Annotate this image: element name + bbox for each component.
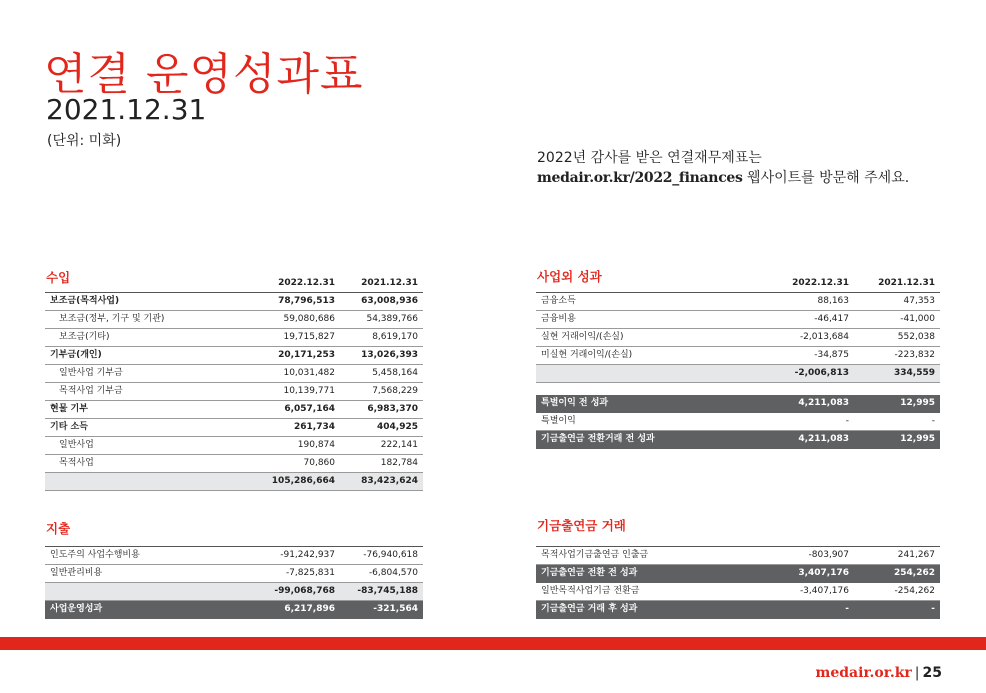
revenue-row: [45, 455, 423, 473]
value-2021: 13,026,393: [340, 347, 423, 365]
expenses-table: [45, 546, 423, 619]
row-label: 금융비용: [536, 311, 766, 329]
non-operating-header-row: [536, 275, 940, 293]
value-2021: 334,559: [854, 365, 940, 383]
value-2022: -2,013,684: [766, 329, 854, 347]
non-operating-summary-row: [536, 412, 940, 430]
row-label: 인도주의 사업수행비용: [45, 547, 255, 565]
value-2022: 105,286,664: [255, 473, 340, 491]
value-2021: 83,423,624: [340, 473, 423, 491]
row-label: 특별이익 전 성과: [536, 395, 766, 413]
revenue-table: [45, 275, 423, 491]
value-2022: 20,171,253: [255, 347, 340, 365]
row-label: 사업운영성과: [45, 601, 255, 619]
footer-site-link[interactable]: medair.or.kr: [815, 665, 912, 681]
non-operating-summary-row: [536, 395, 940, 413]
row-label: 일반목적사업기금 전환금: [536, 583, 766, 601]
row-label: 보조금(기타): [45, 329, 255, 347]
value-2022: 190,874: [255, 437, 340, 455]
fund-transfer-row: [536, 565, 940, 583]
row-label: 기금출연금 전환거래 전 성과: [536, 430, 766, 448]
operating-result-row: [45, 601, 423, 619]
value-2021: 241,267: [854, 547, 940, 565]
value-2022: 10,139,771: [255, 383, 340, 401]
row-label: 기금출연금 전환 전 성과: [536, 565, 766, 583]
row-label: 보조금(정부, 기구 및 기관): [45, 311, 255, 329]
value-2022: -2,006,813: [766, 365, 854, 383]
revenue-row: [45, 383, 423, 401]
expenses-total-row: [45, 583, 423, 601]
value-2021: 8,619,170: [340, 329, 423, 347]
value-2022: 4,211,083: [766, 430, 854, 448]
row-label: 기금출연금 거래 후 성과: [536, 601, 766, 619]
revenue-row: [45, 329, 423, 347]
row-label: [45, 473, 255, 491]
non-operating-row: [536, 347, 940, 365]
revenue-header-row: [45, 275, 423, 293]
value-2022: -34,875: [766, 347, 854, 365]
non-operating-row: [536, 293, 940, 311]
value-2022: -: [766, 601, 854, 619]
row-label: 미실현 거래이익/(손실): [536, 347, 766, 365]
non-operating-table: [536, 275, 940, 449]
value-2022: 78,796,513: [255, 293, 340, 311]
row-label: 일반사업 기부금: [45, 365, 255, 383]
page-title: 연결 운영성과표: [44, 49, 364, 100]
value-2022: 88,163: [766, 293, 854, 311]
row-label: 금융소득: [536, 293, 766, 311]
col-header-2021: 2021.12.31: [361, 278, 418, 289]
row-label: [45, 583, 255, 601]
revenue-row: [45, 293, 423, 311]
value-2021: -83,745,188: [340, 583, 423, 601]
value-2022: 19,715,827: [255, 329, 340, 347]
footer-accent-bar: [0, 637, 986, 650]
value-2022: 6,057,164: [255, 401, 340, 419]
expenses-section-title: 지출: [46, 521, 71, 536]
revenue-row: [45, 419, 423, 437]
value-2022: 4,211,083: [766, 395, 854, 413]
row-label: 일반사업: [45, 437, 255, 455]
notice-line-1: 2022년 감사를 받은 연결재무제표는: [537, 150, 762, 166]
non-operating-row: [536, 311, 940, 329]
table-spacer: [536, 383, 940, 395]
row-label: 목적사업기금출연금 인출금: [536, 547, 766, 565]
finances-link[interactable]: medair.or.kr/2022_finances: [537, 170, 743, 186]
expense-row: [45, 547, 423, 565]
revenue-total-row: [45, 473, 423, 491]
row-label: 특별이익: [536, 412, 766, 430]
value-2021: 182,784: [340, 455, 423, 473]
value-2022: -91,242,937: [255, 547, 340, 565]
page-footer: [816, 665, 942, 681]
value-2021: -41,000: [854, 311, 940, 329]
non-operating-total-row: [536, 365, 940, 383]
value-2021: 6,983,370: [340, 401, 423, 419]
notice-line-2-rest: 웹사이트를 방문해 주세요.: [742, 170, 910, 186]
page-number: 25: [922, 665, 942, 681]
revenue-row: [45, 347, 423, 365]
value-2022: 6,217,896: [255, 601, 340, 619]
value-2022: -3,407,176: [766, 583, 854, 601]
row-label: 목적사업 기부금: [45, 383, 255, 401]
fund-transfer-row: [536, 601, 940, 619]
audit-notice: [537, 148, 909, 188]
value-2021: -254,262: [854, 583, 940, 601]
value-2022: -99,068,768: [255, 583, 340, 601]
row-label: 기타 소득: [45, 419, 255, 437]
non-operating-row: [536, 329, 940, 347]
col-header-2022: 2022.12.31: [792, 278, 849, 289]
non-operating-section-title: 사업외 성과: [537, 269, 602, 284]
row-label: 기부금(개인): [45, 347, 255, 365]
fund-transfer-table: [536, 546, 940, 619]
row-label: 일반관리비용: [45, 565, 255, 583]
expense-row: [45, 565, 423, 583]
value-2021: 5,458,164: [340, 365, 423, 383]
fund-transfer-row: [536, 583, 940, 601]
value-2021: -321,564: [340, 601, 423, 619]
revenue-row: [45, 311, 423, 329]
revenue-row: [45, 401, 423, 419]
value-2021: 47,353: [854, 293, 940, 311]
value-2021: -223,832: [854, 347, 940, 365]
value-2021: -76,940,618: [340, 547, 423, 565]
value-2022: -: [766, 412, 854, 430]
notice-line-2: [537, 168, 909, 188]
value-2022: 10,031,482: [255, 365, 340, 383]
value-2021: 7,568,229: [340, 383, 423, 401]
row-label: 보조금(목적사업): [45, 293, 255, 311]
value-2021: 54,389,766: [340, 311, 423, 329]
row-label: [536, 365, 766, 383]
value-2021: -6,804,570: [340, 565, 423, 583]
value-2021: 552,038: [854, 329, 940, 347]
value-2021: 222,141: [340, 437, 423, 455]
value-2022: 59,080,686: [255, 311, 340, 329]
col-header-2022: 2022.12.31: [278, 278, 335, 289]
unit-note: (단위: 미화): [47, 133, 122, 149]
revenue-section-title: 수입: [46, 270, 71, 285]
value-2022: -46,417: [766, 311, 854, 329]
value-2022: 70,860: [255, 455, 340, 473]
value-2021: -: [854, 601, 940, 619]
value-2022: 3,407,176: [766, 565, 854, 583]
col-header-2021: 2021.12.31: [878, 278, 935, 289]
report-date: 2021.12.31: [46, 93, 207, 126]
row-label: 현물 기부: [45, 401, 255, 419]
row-label: 실현 거래이익/(손실): [536, 329, 766, 347]
fund-transfer-section-title: 기금출연금 거래: [537, 518, 626, 533]
non-operating-summary-row: [536, 430, 940, 448]
row-label: 목적사업: [45, 455, 255, 473]
value-2021: 254,262: [854, 565, 940, 583]
footer-separator: |: [914, 665, 920, 681]
value-2021: 404,925: [340, 419, 423, 437]
revenue-row: [45, 437, 423, 455]
value-2021: 12,995: [854, 430, 940, 448]
value-2022: -803,907: [766, 547, 854, 565]
value-2021: -: [854, 412, 940, 430]
value-2021: 12,995: [854, 395, 940, 413]
revenue-row: [45, 365, 423, 383]
value-2022: 261,734: [255, 419, 340, 437]
fund-transfer-row: [536, 547, 940, 565]
value-2021: 63,008,936: [340, 293, 423, 311]
value-2022: -7,825,831: [255, 565, 340, 583]
